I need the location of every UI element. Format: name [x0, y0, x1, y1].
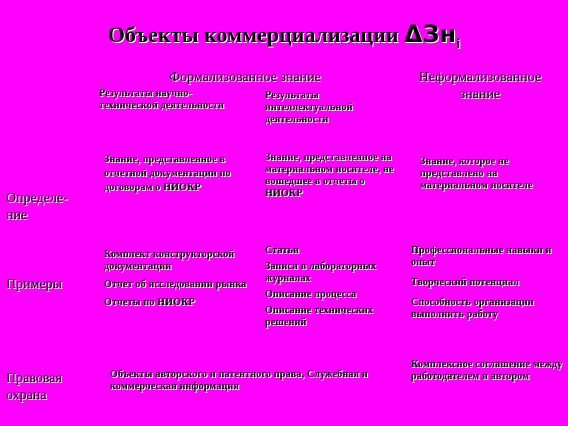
subheader-rd-results: Результаты научно-технической деятельности: [99, 88, 225, 111]
title-text: Объекты коммерциализации: [107, 22, 404, 47]
subheader-ip-results: Результаты интеллектуальной деятельности: [265, 90, 353, 125]
example-item: Статьи: [265, 245, 300, 256]
examples-formalized-rd: [104, 249, 254, 315]
definition-formalized-rd: Знание, представленное в отчетной документации по договорам о НИОКР: [104, 154, 231, 193]
definition-nonformalized: Знание, которое не представлено на материальном носителе: [420, 156, 533, 191]
example-item: Способность организации выполнить работу: [411, 297, 534, 320]
header-formalized: Формализованное знание: [169, 70, 321, 85]
examples-formalized-ip: [265, 245, 407, 333]
example-item: Описание процесса: [265, 289, 357, 300]
example-item: Отчет об исследовании рынка: [104, 279, 247, 290]
header-nonformalized: Неформализованное знание: [418, 70, 542, 102]
row-label-legal: Правовая охрана: [6, 371, 62, 403]
example-item: Записи в лабораторных журналах: [265, 261, 377, 284]
examples-nonformalized: [411, 245, 563, 321]
row-label-examples: Примеры: [6, 277, 63, 292]
slide-title: [0, 20, 568, 51]
example-item: Творческий потенциал: [411, 277, 520, 288]
title-symbol: ΔЗн: [403, 20, 457, 48]
example-item: Описание технических решений: [265, 305, 374, 328]
definition-formalized-ip: Знание, представленное на материальном носителе, не вошедшее в отчеты о НИОКР: [265, 152, 394, 199]
example-item: Профессиональные навыки и опыт: [411, 245, 552, 268]
row-label-definition: Определе-ние: [6, 191, 68, 223]
example-item: Отчеты по НИОКР: [104, 297, 195, 308]
example-item: Комплект конструкторской документации: [104, 249, 235, 272]
title-subscript: i: [456, 37, 461, 51]
legal-nonformalized: Комплексное соглашение между работодателем и автором: [411, 359, 563, 382]
legal-formalized: Объекты авторского и патентного права, Служебная и коммерческая информация: [110, 369, 368, 392]
